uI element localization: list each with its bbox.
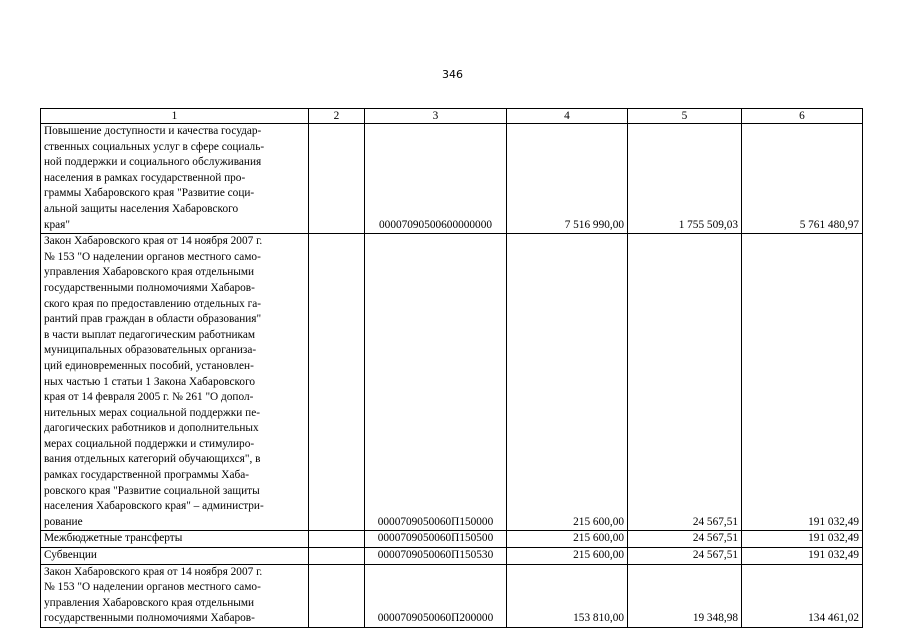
amount-col-5: 1 755 509,03 (628, 124, 742, 234)
table-row (41, 564, 863, 627)
table-row (41, 124, 863, 234)
column-header: 6 (742, 109, 863, 124)
amount-col-5: 24 567,51 (628, 531, 742, 548)
amount-col-4: 7 516 990,00 (507, 124, 628, 234)
description-line: края от 14 февраля 2005 г. № 261 "О допол- (44, 391, 254, 404)
table-row (41, 531, 863, 548)
description-line: населения Хабаровского края" – администри- (44, 500, 264, 513)
description-line: управления Хабаровского края отдельными (44, 266, 255, 279)
column-2-cell (309, 548, 365, 565)
description-line: мерах социальной поддержки и стимулиро- (44, 437, 255, 450)
budget-table (40, 108, 863, 628)
description-line: рамках государственной программы Хаба- (44, 469, 249, 482)
description-line: Повышение доступности и качества государ- (44, 125, 262, 137)
description-line: Закон Хабаровского края от 14 ноября 2007 г. (44, 235, 263, 248)
budget-code: 0000709050060П150000 (365, 234, 507, 531)
row-description (41, 234, 309, 531)
description-line: Закон Хабаровского края от 14 ноября 2007 г. (44, 565, 263, 578)
amount-col-4: 153 810,00 (507, 564, 628, 627)
budget-code: 0000709050060П200000 (365, 564, 507, 627)
table-header-row (41, 109, 863, 124)
description-line: управления Хабаровского края отдельными (44, 596, 255, 609)
description-line: № 153 "О наделении органов местного само- (44, 581, 261, 594)
table-row (41, 548, 863, 565)
page-number: 346 (442, 68, 463, 81)
amount-col-6: 191 032,49 (742, 234, 863, 531)
row-description (41, 531, 309, 548)
column-2-cell (309, 124, 365, 234)
description-line: края" (44, 218, 70, 231)
description-line: нительных мерах социальной поддержки пе- (44, 406, 260, 419)
amount-col-5: 19 348,98 (628, 564, 742, 627)
amount-col-6: 5 761 480,97 (742, 124, 863, 234)
column-header: 3 (365, 109, 507, 124)
budget-code: 0000709050060П150530 (365, 548, 507, 565)
column-header: 5 (628, 109, 742, 124)
description-line: населения в рамках государственной про- (44, 171, 246, 184)
description-line: рантий прав граждан в области образования" (44, 313, 262, 326)
row-description (41, 548, 309, 565)
budget-code: 00007090500600000000 (365, 124, 507, 234)
description-line: государственными полномочиями Хабаров- (44, 612, 255, 625)
amount-col-6: 134 461,02 (742, 564, 863, 627)
column-2-cell (309, 234, 365, 531)
description-line: ственных социальных услуг в сфере социаль- (44, 140, 265, 153)
description-line: ского края по предоставлению отдельных га- (44, 297, 261, 310)
amount-col-4: 215 600,00 (507, 234, 628, 531)
table-row (41, 234, 863, 531)
row-description (41, 564, 309, 627)
budget-code: 0000709050060П150500 (365, 531, 507, 548)
amount-col-5: 24 567,51 (628, 234, 742, 531)
column-2-cell (309, 564, 365, 627)
amount-col-5: 24 567,51 (628, 548, 742, 565)
description-line: ных частью 1 статьи 1 Закона Хабаровского (44, 375, 256, 388)
amount-col-4: 215 600,00 (507, 531, 628, 548)
description-line: ной поддержки и социального обслуживания (44, 156, 262, 169)
amount-col-6: 191 032,49 (742, 548, 863, 565)
description-line: ровского края "Развитие социальной защиты (44, 484, 260, 497)
description-line: граммы Хабаровского края "Развитие соци- (44, 187, 255, 200)
description-line: дагогических работников и дополнительных (44, 422, 259, 435)
description-line: Субвенции (44, 549, 97, 562)
amount-col-4: 215 600,00 (507, 548, 628, 565)
column-header: 1 (41, 109, 309, 124)
column-header: 4 (507, 109, 628, 124)
row-description (41, 124, 309, 234)
description-line: в части выплат педагогическим работникам (44, 328, 256, 341)
column-2-cell (309, 531, 365, 548)
description-line: вания отдельных категорий обучающихся", в (44, 453, 261, 466)
description-line: государственными полномочиями Хабаров- (44, 281, 255, 294)
amount-col-6: 191 032,49 (742, 531, 863, 548)
description-line: альной защиты населения Хабаровского (44, 202, 239, 215)
description-line: ций единовременных пособий, установлен- (44, 359, 254, 372)
description-line: Межбюджетные трансферты (44, 532, 183, 545)
description-line: рование (44, 515, 83, 528)
column-header: 2 (309, 109, 365, 124)
description-line: муниципальных образовательных организа- (44, 344, 257, 357)
description-line: № 153 "О наделении органов местного само- (44, 250, 261, 263)
